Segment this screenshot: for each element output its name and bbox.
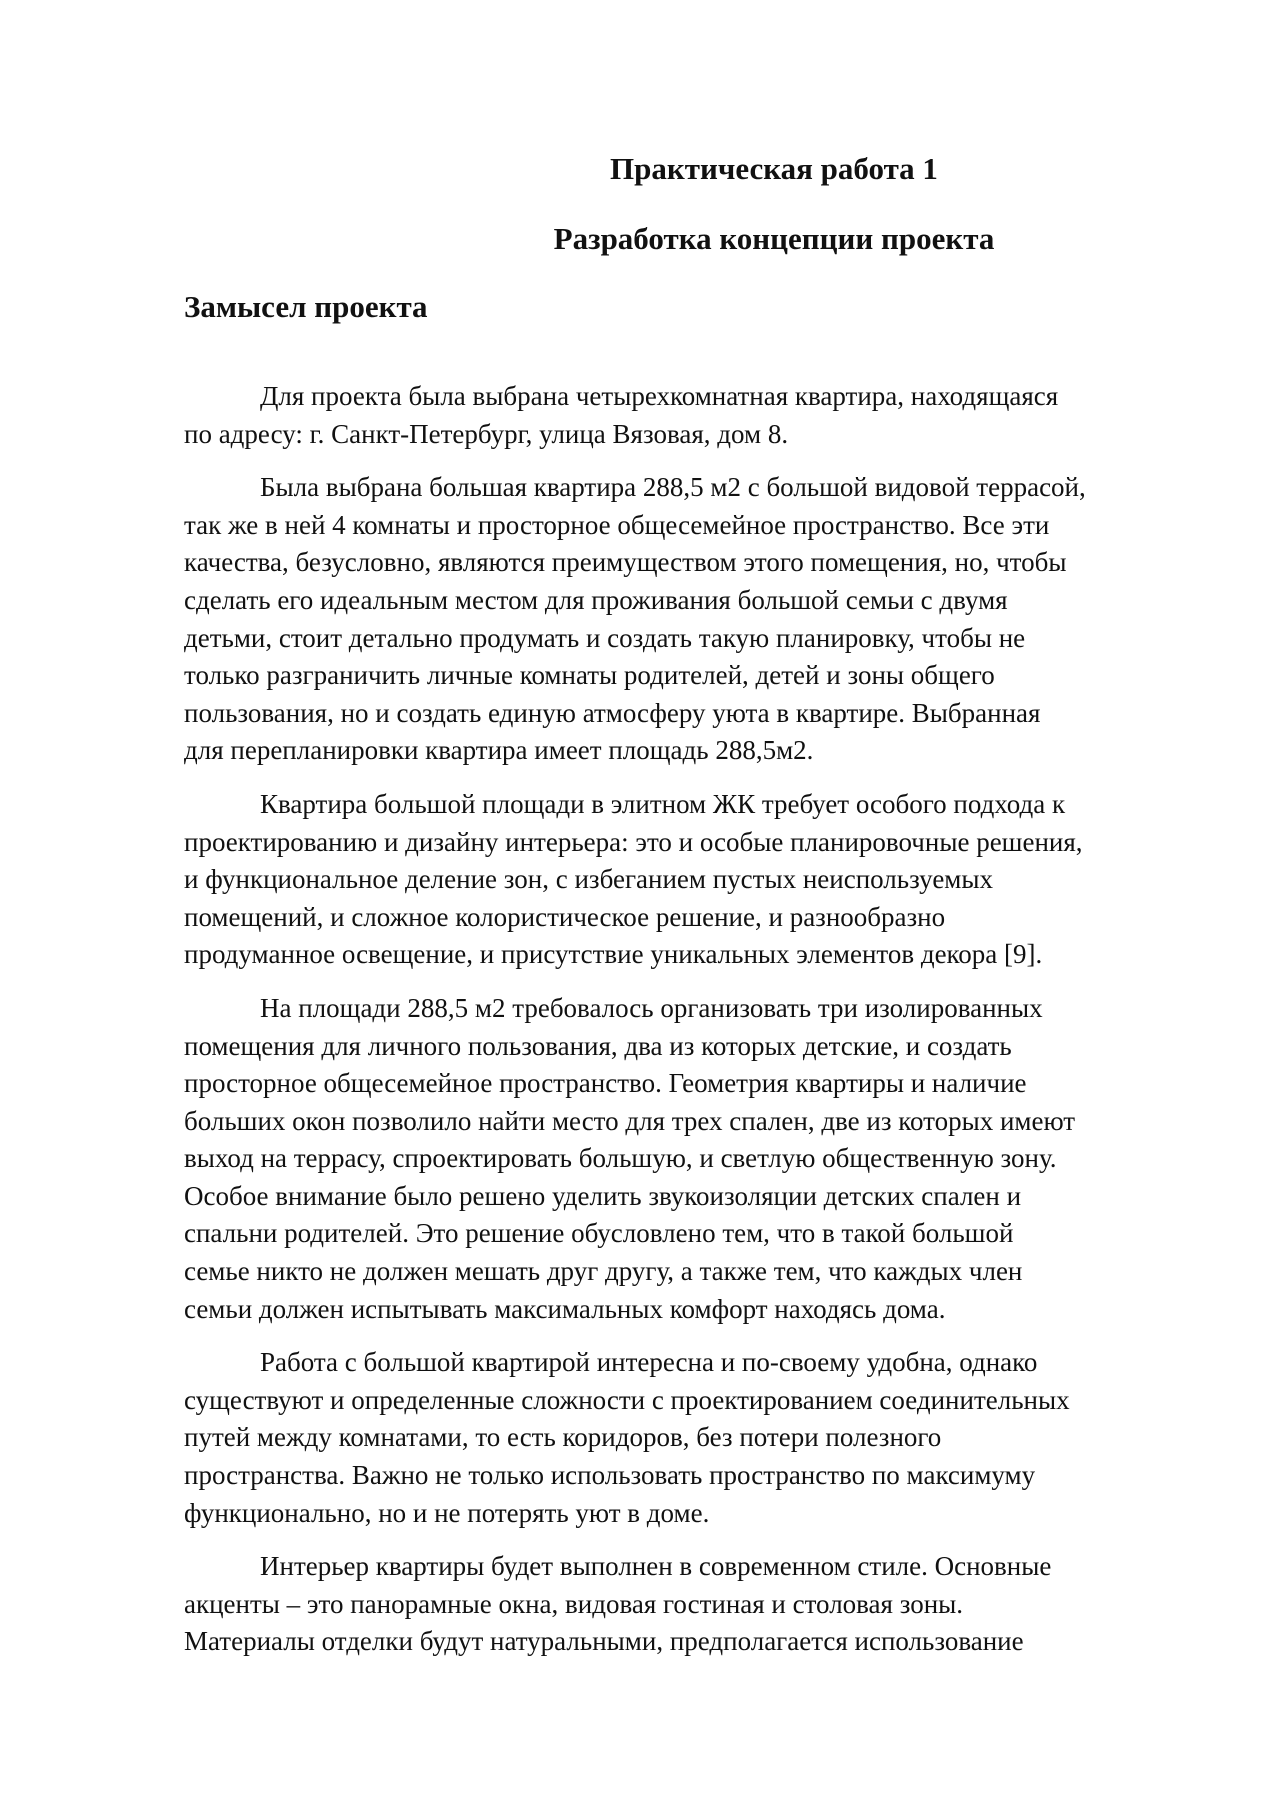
paragraph-line: Была выбрана большая квартира 288,5 м2 с большой видовой террасой, bbox=[260, 472, 1086, 503]
paragraph-line: семьи должен испытывать максимальных комфорт находясь дома. bbox=[184, 1293, 946, 1324]
document-body bbox=[184, 378, 1194, 1661]
paragraph-line: семье никто не должен мешать друг другу, а также тем, что каждых член bbox=[184, 1256, 1023, 1287]
paragraph-line: по адресу: г. Санкт-Петербург, улица Вязовая, дом 8. bbox=[184, 418, 789, 449]
paragraph-2 bbox=[184, 469, 1194, 770]
paragraph-line: спальни родителей. Это решение обусловлено тем, что в такой большой bbox=[184, 1218, 1014, 1249]
section-heading: Замысел проекта bbox=[184, 289, 428, 324]
paragraph-5 bbox=[184, 1344, 1194, 1532]
paragraph-line: путей между комнатами, то есть коридоров, без потери полезного bbox=[184, 1422, 942, 1453]
paragraph-line: для перепланировки квартира имеет площадь 288,5м2. bbox=[184, 735, 814, 766]
paragraph-line: На площади 288,5 м2 требовалось организовать три изолированных bbox=[260, 992, 1043, 1023]
paragraph-line: функционально, но и не потерять уют в доме. bbox=[184, 1497, 710, 1528]
paragraph-6 bbox=[184, 1548, 1194, 1661]
paragraph-line: просторное общесемейное пространство. Геометрия квартиры и наличие bbox=[184, 1068, 1027, 1099]
paragraph-line: сделать его идеальным местом для проживания большой семьи с двумя bbox=[184, 584, 1008, 615]
paragraph-line: помещения для личного пользования, два из которых детские, и создать bbox=[184, 1030, 1012, 1061]
paragraph-line: Работа с большой квартирой интересна и по-своему удобна, однако bbox=[260, 1347, 1038, 1378]
paragraph-line: Для проекта была выбрана четырехкомнатная квартира, находящаяся bbox=[260, 381, 1059, 411]
paragraph-4 bbox=[184, 990, 1194, 1328]
paragraph-line: и функциональное деление зон, с избеганием пустых неиспользуемых bbox=[184, 864, 994, 895]
paragraph-line: Интерьер квартиры будет выполнен в современном стиле. Основные bbox=[260, 1551, 1052, 1582]
paragraph-line: качества, безусловно, являются преимуществом этого помещения, но, чтобы bbox=[184, 547, 1067, 578]
paragraph-line: помещений, и сложное колористическое решение, и разнообразно bbox=[184, 901, 946, 932]
document-subtitle: Разработка концепции проекта bbox=[553, 221, 995, 256]
paragraph-line: выход на террасу, спроектировать большую, и светлую общественную зону. bbox=[184, 1143, 1057, 1174]
paragraph-line: акценты – это панорамные окна, видовая гостиная и столовая зоны. bbox=[184, 1588, 964, 1619]
paragraph-1 bbox=[184, 378, 1194, 453]
paragraph-line: Особое внимание было решено уделить звукоизоляции детских спален и bbox=[184, 1180, 1022, 1211]
paragraph-line: пространства. Важно не только использовать пространство по максимуму bbox=[184, 1460, 1036, 1491]
document-title: Практическая работа 1 bbox=[610, 151, 938, 186]
paragraph-line: больших окон позволило найти место для трех спален, две из которых имеют bbox=[184, 1105, 1076, 1136]
paragraph-line: существуют и определенные сложности с проектированием соединительных bbox=[184, 1384, 1070, 1415]
paragraph-line: так же в ней 4 комнаты и просторное общесемейное пространство. Все эти bbox=[184, 509, 1050, 540]
paragraph-line: пользования, но и создать единую атмосферу уюта в квартире. Выбранная bbox=[184, 697, 1041, 728]
paragraph-3 bbox=[184, 786, 1194, 974]
paragraph-line: детьми, стоит детально продумать и создать такую планировку, чтобы не bbox=[184, 622, 1026, 653]
paragraph-line: Квартира большой площади в элитном ЖК требует особого подхода к bbox=[260, 788, 1066, 819]
paragraph-line: Материалы отделки будут натуральными, предполагается использование bbox=[184, 1626, 1024, 1657]
document-content bbox=[184, 150, 1194, 1677]
paragraph-line: продуманное освещение, и присутствие уникальных элементов декора [9]. bbox=[184, 939, 1043, 970]
paragraph-line: только разграничить личные комнаты родителей, детей и зоны общего bbox=[184, 660, 995, 691]
paragraph-line: проектированию и дизайну интерьера: это и особые планировочные решения, bbox=[184, 826, 1083, 857]
